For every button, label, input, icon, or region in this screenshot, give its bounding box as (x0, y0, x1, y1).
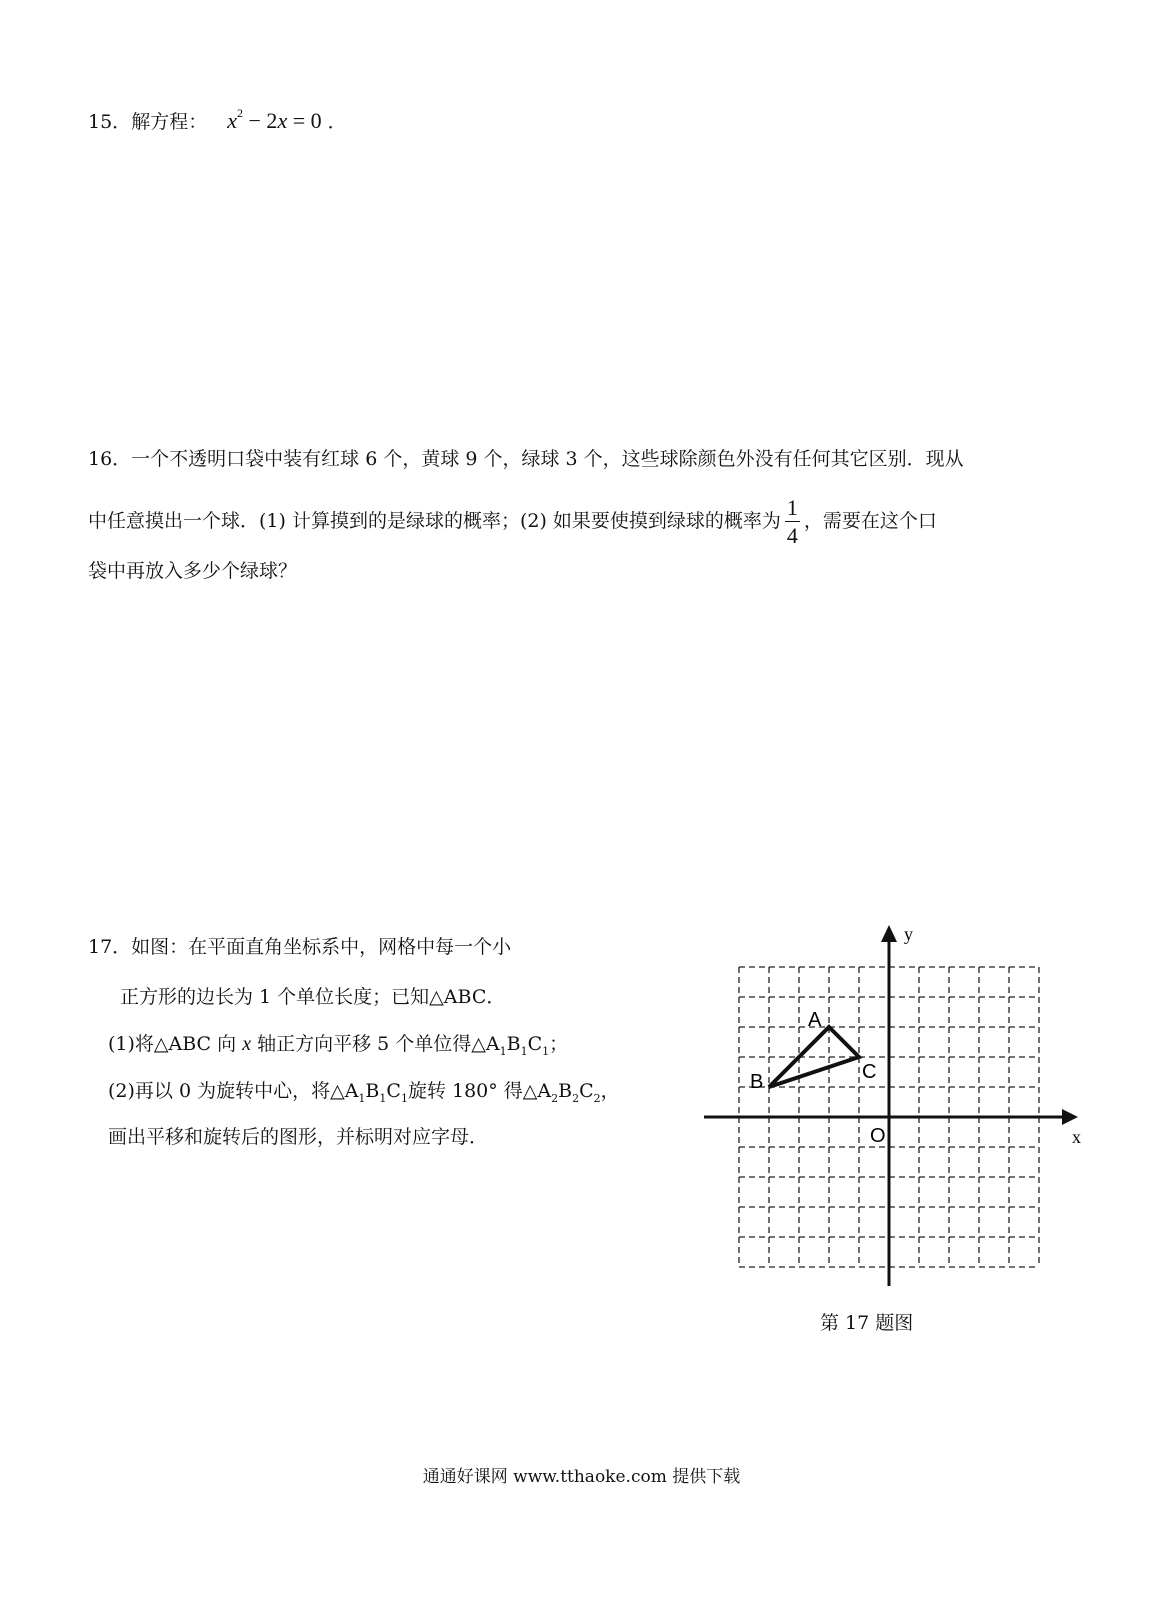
y-axis-arrow-icon (881, 925, 897, 942)
q17-line2: 正方形的边长为 1 个单位长度；已知△ABC． (120, 986, 506, 1008)
q17-line1: 17．如图：在平面直角坐标系中，网格中每一个小 (88, 936, 512, 958)
coordinate-grid-figure (700, 920, 1090, 1300)
q15-equation: $x^2 - 2x = 0$ (227, 105, 322, 133)
q16-line1: 16．一个不透明口袋中装有红球 6 个，黄球 9 个，绿球 3 个，这些球除颜色外没有任何其它区别．现从 (88, 448, 964, 470)
q16-line3: 袋中再放入多少个绿球？ (88, 560, 298, 582)
origin-label: O (870, 1125, 886, 1147)
q15-line (88, 105, 347, 133)
q17-line4: (2)再以 0 为旋转中心，将$\triangle A_1B_1C_1$旋转 180° 得$\triangle A_2B_2C_2$， (108, 1080, 620, 1105)
q17-line5: 画出平移和旋转后的图形，并标明对应字母． (108, 1126, 489, 1148)
q15-number: 15． (88, 111, 132, 133)
point-b-label: B (750, 1071, 764, 1093)
figure-caption: 第 17 题图 (820, 1312, 914, 1334)
footer-text: 通通好课网 www.tthaoke.com 提供下载 (422, 1467, 741, 1487)
axis-y-label: y (904, 924, 913, 944)
q16-line2: 中任意摸出一个球．(1) 计算摸到的是绿球的概率；(2) 如果要使摸到绿球的概率为 $\frac{1}{4}$ ，需要在这个口 (88, 495, 937, 549)
q15-prefix: 解方程： (131, 111, 208, 133)
point-c-label: C (862, 1061, 877, 1083)
fraction-one-quarter: $\frac{1}{4}$ (786, 495, 798, 549)
x-axis-arrow-icon (1062, 1109, 1078, 1125)
axis-x-label: x (1072, 1127, 1081, 1147)
point-a-label: A (808, 1009, 822, 1031)
q17-line3: (1)将△ABC 向 x 轴正方向平移 5 个单位得$\triangle A_1B_1C_1$； (108, 1033, 569, 1058)
q15-period: ． (327, 111, 347, 133)
